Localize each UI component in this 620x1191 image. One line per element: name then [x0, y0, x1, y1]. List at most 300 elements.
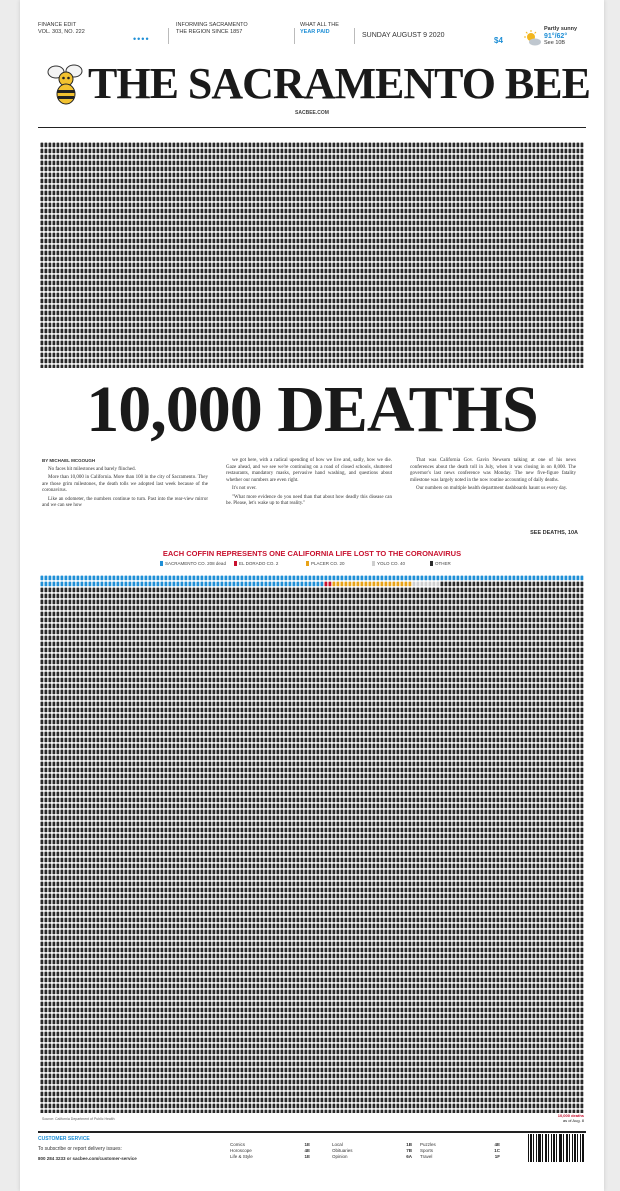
coffin-mark: [385, 582, 388, 587]
legend-item-placer: PLACER CO. 20: [306, 561, 345, 566]
coffin-mark: [57, 576, 60, 581]
coffin-mark: [73, 582, 76, 587]
coffin-mark: [333, 582, 336, 587]
coffin-mark: [49, 582, 52, 587]
coffin-mark: [129, 576, 132, 581]
coffin-mark: [257, 576, 260, 581]
coffin-mark: [113, 576, 116, 581]
coffin-mark: [57, 582, 60, 587]
coffin-mark: [329, 582, 332, 587]
coffin-mark: [229, 576, 232, 581]
partly-sunny-icon: [524, 30, 542, 48]
index-entry: Puzzles 4E: [420, 1142, 500, 1147]
coffin-mark: [121, 582, 124, 587]
coffin-mark: [405, 582, 408, 587]
edition-info: [38, 22, 85, 36]
coffin-mark: [105, 582, 108, 587]
coffin-mark: [177, 576, 180, 581]
paragraph: Like an odometer, the numbers continue to turn. Past into the rear-view mirror and we can see how: [42, 496, 208, 508]
article-column-1: [42, 458, 208, 512]
coffin-mark: [553, 576, 556, 581]
coffin-mark: [225, 582, 228, 587]
coffin-mark: [429, 576, 432, 581]
coffin-mark: [577, 576, 580, 581]
coffin-mark: [313, 576, 316, 581]
coffin-mark: [125, 582, 128, 587]
coffin-mark: [153, 582, 156, 587]
coffin-mark: [77, 582, 80, 587]
coffin-mark: [281, 582, 284, 587]
coffin-mark: [573, 582, 576, 587]
coffin-mark: [249, 576, 252, 581]
coffin-mark: [153, 576, 156, 581]
article-column-3: [410, 458, 576, 495]
edition-label: FINANCE EDIT: [38, 22, 77, 28]
source-note: Source: California Department of Public Health: [42, 1117, 115, 1121]
coffin-mark: [465, 576, 468, 581]
coffin-mark: [265, 576, 268, 581]
coffin-mark: [437, 576, 440, 581]
coffin-mark: [473, 582, 476, 587]
customer-service-contact: 800 284 3233 or sacbee.com/customer-service: [38, 1156, 137, 1161]
index-entry: Obituaries 7B: [332, 1148, 412, 1153]
coffin-mark: [469, 582, 472, 587]
coffin-mark: [165, 576, 168, 581]
coffin-mark: [433, 576, 436, 581]
count-label: 10,000 deaths: [557, 1113, 584, 1118]
coffin-mark: [189, 576, 192, 581]
coffin-mark: [241, 582, 244, 587]
barcode: [528, 1134, 584, 1168]
coffin-mark: [377, 582, 380, 587]
coffin-mark: [373, 576, 376, 581]
coffin-mark: [141, 576, 144, 581]
coffin-mark: [529, 576, 532, 581]
coffin-mark: [169, 576, 172, 581]
coffin-mark: [517, 582, 520, 587]
coffin-mark: [581, 576, 584, 581]
coffin-mark: [549, 582, 552, 587]
coffin-mark: [365, 582, 368, 587]
coffin-mark: [325, 576, 328, 581]
index-entry: Opinion 6A: [332, 1154, 412, 1159]
coffin-mark: [89, 576, 92, 581]
legend-item-sacramento: SACRAMENTO CO. 208 dead: [160, 561, 226, 566]
coffin-mark: [505, 576, 508, 581]
coffin-mark: [93, 582, 96, 587]
coffin-mark: [417, 576, 420, 581]
coffin-mark: [373, 582, 376, 587]
coffin-mark: [165, 582, 168, 587]
death-count: [558, 1113, 584, 1123]
coffin-mark: [561, 576, 564, 581]
coffin-mark: [281, 576, 284, 581]
coffin-mark: [549, 576, 552, 581]
coffin-mark: [229, 582, 232, 587]
coffin-mark: [277, 576, 280, 581]
coffin-mark: [169, 582, 172, 587]
count-note: as of Aug. 8: [562, 1118, 584, 1123]
coffin-mark: [85, 576, 88, 581]
coffin-mark: [385, 576, 388, 581]
coffin-mark: [445, 582, 448, 587]
article-column-2: [226, 458, 392, 510]
coffin-mark: [465, 582, 468, 587]
headline: 10,000 DEATHS: [86, 373, 538, 446]
coffin-mark: [173, 576, 176, 581]
coffin-mark: [565, 582, 568, 587]
coffin-mark: [453, 582, 456, 587]
coffin-mark: [341, 582, 344, 587]
coffin-mark: [181, 582, 184, 587]
coffin-mark: [493, 576, 496, 581]
divider-top: [38, 127, 586, 128]
article-body: [42, 458, 582, 540]
coffin-mark: [245, 576, 248, 581]
promo-line-2: YEAR PAID: [300, 29, 330, 35]
volume-label: VOL. 303, NO. 222: [38, 29, 85, 35]
coffin-mark: [437, 582, 440, 587]
coffin-mark: [425, 576, 428, 581]
website: SACBEE.COM: [295, 110, 329, 116]
coffin-mark: [553, 582, 556, 587]
coffin-mark: [205, 582, 208, 587]
coffin-mark: [349, 576, 352, 581]
coffin-mark: [369, 576, 372, 581]
coffin-mark: [297, 582, 300, 587]
coffin-mark: [69, 576, 72, 581]
coffin-mark: [157, 582, 160, 587]
coffin-mark: [389, 576, 392, 581]
legend-swatch: [160, 561, 163, 566]
coffin-mark: [329, 576, 332, 581]
coffin-mark: [161, 582, 164, 587]
coffin-mark: [113, 582, 116, 587]
coffin-mark: [421, 582, 424, 587]
coffin-mark: [413, 582, 416, 587]
coffin-mark: [137, 576, 140, 581]
coffin-mark: [233, 582, 236, 587]
coffin-mark: [97, 576, 100, 581]
coffin-mark: [473, 576, 476, 581]
coffin-mark: [533, 576, 536, 581]
coffin-mark: [521, 582, 524, 587]
coffin-mark: [349, 582, 352, 587]
coffin-mark: [185, 582, 188, 587]
index-entry: Local 1B: [332, 1142, 412, 1147]
coffin-mark: [381, 582, 384, 587]
coffin-mark: [209, 576, 212, 581]
legend-title: EACH COFFIN REPRESENTS ONE CALIFORNIA LIFE LOST TO THE CORONAVIRUS: [162, 549, 462, 558]
coffin-mark: [109, 576, 112, 581]
coffin-mark: [185, 576, 188, 581]
coffin-mark: [41, 582, 44, 587]
coffin-mark: [557, 582, 560, 587]
promo: [300, 22, 339, 36]
coffin-mark: [421, 576, 424, 581]
coffin-mark: [497, 576, 500, 581]
coffin-mark: [449, 582, 452, 587]
coffin-mark: [485, 582, 488, 587]
coffin-mark: [45, 582, 48, 587]
coffin-mark: [481, 576, 484, 581]
coffin-mark: [365, 576, 368, 581]
coffin-mark: [177, 582, 180, 587]
coffin-mark: [213, 576, 216, 581]
coffin-mark: [241, 576, 244, 581]
coffin-mark: [261, 576, 264, 581]
coffin-mark: [333, 576, 336, 581]
divider-bottom: [38, 1131, 586, 1133]
coffin-mark: [297, 576, 300, 581]
coffin-mark: [309, 576, 312, 581]
coffin-mark: [233, 576, 236, 581]
coffin-mark: [89, 582, 92, 587]
coffin-mark: [569, 582, 572, 587]
coffin-mark: [149, 576, 152, 581]
coffin-mark: [445, 576, 448, 581]
coffin-mark: [477, 576, 480, 581]
coffin-mark: [157, 576, 160, 581]
coffin-mark: [413, 576, 416, 581]
legend-swatch: [306, 561, 309, 566]
coffin-mark: [493, 582, 496, 587]
coffin-mark: [293, 582, 296, 587]
coffin-mark: [301, 582, 304, 587]
dots-ornament: ••••: [133, 34, 150, 44]
bee-mascot-logo: [46, 62, 86, 106]
coffin-mark: [273, 582, 276, 587]
coffin-mark: [117, 582, 120, 587]
coffin-mark: [509, 582, 512, 587]
coffin-mark: [441, 576, 444, 581]
coffin-mark: [69, 582, 72, 587]
legend-swatch: [372, 561, 375, 566]
coffin-mark: [485, 576, 488, 581]
coffin-mark: [85, 582, 88, 587]
weather-temps: 91°/62°: [544, 33, 568, 40]
coffin-mark: [581, 582, 584, 587]
coffin-mark: [253, 576, 256, 581]
index-entry: Horoscope 4E: [230, 1148, 310, 1153]
legend-swatch: [430, 561, 433, 566]
index-column-3: [420, 1142, 500, 1160]
coffin-mark: [361, 576, 364, 581]
coffin-mark: [53, 582, 56, 587]
coffin-mark: [293, 576, 296, 581]
coffin-mark: [489, 582, 492, 587]
coffin-mark: [109, 582, 112, 587]
coffin-mark: [205, 576, 208, 581]
coffin-mark: [537, 582, 540, 587]
coffin-mark: [81, 576, 84, 581]
coffin-mark: [285, 576, 288, 581]
coffin-mark: [133, 576, 136, 581]
coffin-mark: [273, 576, 276, 581]
coffin-mark: [181, 576, 184, 581]
coffin-mark: [49, 576, 52, 581]
coffin-mark: [61, 582, 64, 587]
coffin-mark: [381, 576, 384, 581]
coffin-mark: [305, 576, 308, 581]
coffin-mark: [245, 582, 248, 587]
coffin-mark: [453, 576, 456, 581]
coffin-mark: [545, 576, 548, 581]
coffin-mark: [61, 576, 64, 581]
coffin-mark: [505, 582, 508, 587]
tagline-line-2: THE REGION SINCE 1857: [176, 29, 243, 35]
coffin-mark: [41, 576, 44, 581]
coffin-mark: [321, 576, 324, 581]
coffin-mark: [417, 582, 420, 587]
footer: [38, 1134, 586, 1170]
coffin-mark: [345, 576, 348, 581]
coffin-mark: [45, 576, 48, 581]
newspaper-title: THE SACRAMENTO BEE: [88, 59, 590, 108]
coffin-mark: [353, 576, 356, 581]
coffin-grid-bottom: [40, 575, 584, 1113]
coffin-mark: [497, 582, 500, 587]
coffin-mark: [201, 582, 204, 587]
issue-date: SUNDAY AUGUST 9 2020: [362, 32, 445, 39]
coffin-mark: [217, 576, 220, 581]
tagline-line-1: INFORMING SACRAMENTO: [176, 22, 248, 28]
paragraph: That was California Gov. Gavin Newsom talking at one of his news conferences about the death toll in July, when it was closing in on 8,000. The governor's last news conference was Monday. The new five-figure fatality milestone was largely noted in the now routine accounting of daily deaths.: [410, 458, 576, 483]
coffin-mark: [513, 576, 516, 581]
weather-note: See 10B: [544, 40, 566, 46]
coffin-mark: [577, 582, 580, 587]
legend-swatch: [234, 561, 237, 566]
paragraph: "What more evidence do you need than that about how deadly this disease can be. Please, let's wake up to that reality.": [226, 494, 392, 506]
coffin-mark: [73, 576, 76, 581]
coffin-mark: [65, 582, 68, 587]
coffin-mark: [409, 576, 412, 581]
coffin-mark: [521, 576, 524, 581]
coffin-mark: [541, 576, 544, 581]
coffin-mark: [221, 582, 224, 587]
coffin-mark: [429, 582, 432, 587]
coffin-mark: [77, 576, 80, 581]
coffin-mark: [237, 576, 240, 581]
coffin-mark: [249, 582, 252, 587]
coffin-mark: [509, 576, 512, 581]
coffin-mark: [317, 576, 320, 581]
coffin-mark: [129, 582, 132, 587]
coffin-mark: [449, 576, 452, 581]
legend: [160, 561, 490, 569]
coffin-mark: [561, 582, 564, 587]
coffin-mark: [301, 576, 304, 581]
jump-line: SEE DEATHS, 10A: [530, 530, 578, 536]
coffin-mark: [277, 582, 280, 587]
coffin-mark: [105, 576, 108, 581]
coffin-mark: [317, 582, 320, 587]
coffin-mark: [141, 582, 144, 587]
coffin-mark: [573, 576, 576, 581]
customer-service-title: CUSTOMER SERVICE: [38, 1136, 90, 1142]
coffin-mark: [305, 582, 308, 587]
coffin-mark: [357, 576, 360, 581]
coffin-mark: [193, 576, 196, 581]
coffin-mark: [225, 576, 228, 581]
coffin-mark: [145, 582, 148, 587]
promo-line-1: WHAT ALL THE: [300, 22, 339, 28]
legend-item-yolo: YOLO CO. 40: [372, 561, 405, 566]
coffin-mark: [337, 582, 340, 587]
coffin-mark: [81, 582, 84, 587]
newspaper-front-page: [20, 0, 604, 1191]
weather: [544, 26, 577, 47]
coffin-mark: [341, 576, 344, 581]
coffin-mark: [529, 582, 532, 587]
coffin-mark: [261, 582, 264, 587]
nameplate: [46, 58, 590, 108]
coffin-mark: [405, 576, 408, 581]
coffin-mark: [545, 582, 548, 587]
coffin-mark: [313, 582, 316, 587]
coffin-mark: [161, 576, 164, 581]
coffin-mark: [489, 576, 492, 581]
coffin-mark: [101, 576, 104, 581]
coffin-mark: [457, 582, 460, 587]
coffin-mark: [193, 582, 196, 587]
coffin-mark: [469, 576, 472, 581]
coffin-mark: [401, 582, 404, 587]
coffin-mark: [389, 582, 392, 587]
coffin-mark: [361, 582, 364, 587]
paragraph: No faces hit milestones and barely flinched.: [48, 466, 136, 472]
coffin-mark: [145, 576, 148, 581]
coffin-mark: [53, 576, 56, 581]
coffin-mark: [325, 582, 328, 587]
coffin-mark: [269, 582, 272, 587]
coffin-mark: [425, 582, 428, 587]
coffin-mark: [221, 576, 224, 581]
coffin-mark: [337, 576, 340, 581]
coffin-mark: [133, 582, 136, 587]
coffin-mark: [533, 582, 536, 587]
coffin-mark: [357, 582, 360, 587]
coffin-mark: [217, 582, 220, 587]
coffin-mark: [525, 582, 528, 587]
coffin-mark: [501, 582, 504, 587]
coffin-mark: [173, 582, 176, 587]
coffin-mark: [289, 582, 292, 587]
coffin-mark: [409, 582, 412, 587]
coffin-mark: [477, 582, 480, 587]
coffin-mark: [285, 582, 288, 587]
tagline: [176, 22, 248, 36]
index-entry: Travel 1F: [420, 1154, 500, 1159]
coffin-mark: [93, 576, 96, 581]
coffin-mark: [513, 582, 516, 587]
coffin-mark: [321, 582, 324, 587]
coffin-mark: [149, 582, 152, 587]
coffin-mark: [501, 576, 504, 581]
legend-item-el-dorado: EL DORADO CO. 2: [234, 561, 278, 566]
coffin-mark: [397, 576, 400, 581]
coffin-mark: [517, 576, 520, 581]
coffin-mark: [433, 582, 436, 587]
legend-item-other: OTHER: [430, 561, 451, 566]
index-entry: Life & Style 1E: [230, 1154, 310, 1159]
coffin-mark: [393, 582, 396, 587]
index-entry: Sports 1C: [420, 1148, 500, 1153]
coffin-mark: [353, 582, 356, 587]
coffin-mark: [461, 576, 464, 581]
coffin-mark: [309, 582, 312, 587]
coffin-mark: [125, 576, 128, 581]
